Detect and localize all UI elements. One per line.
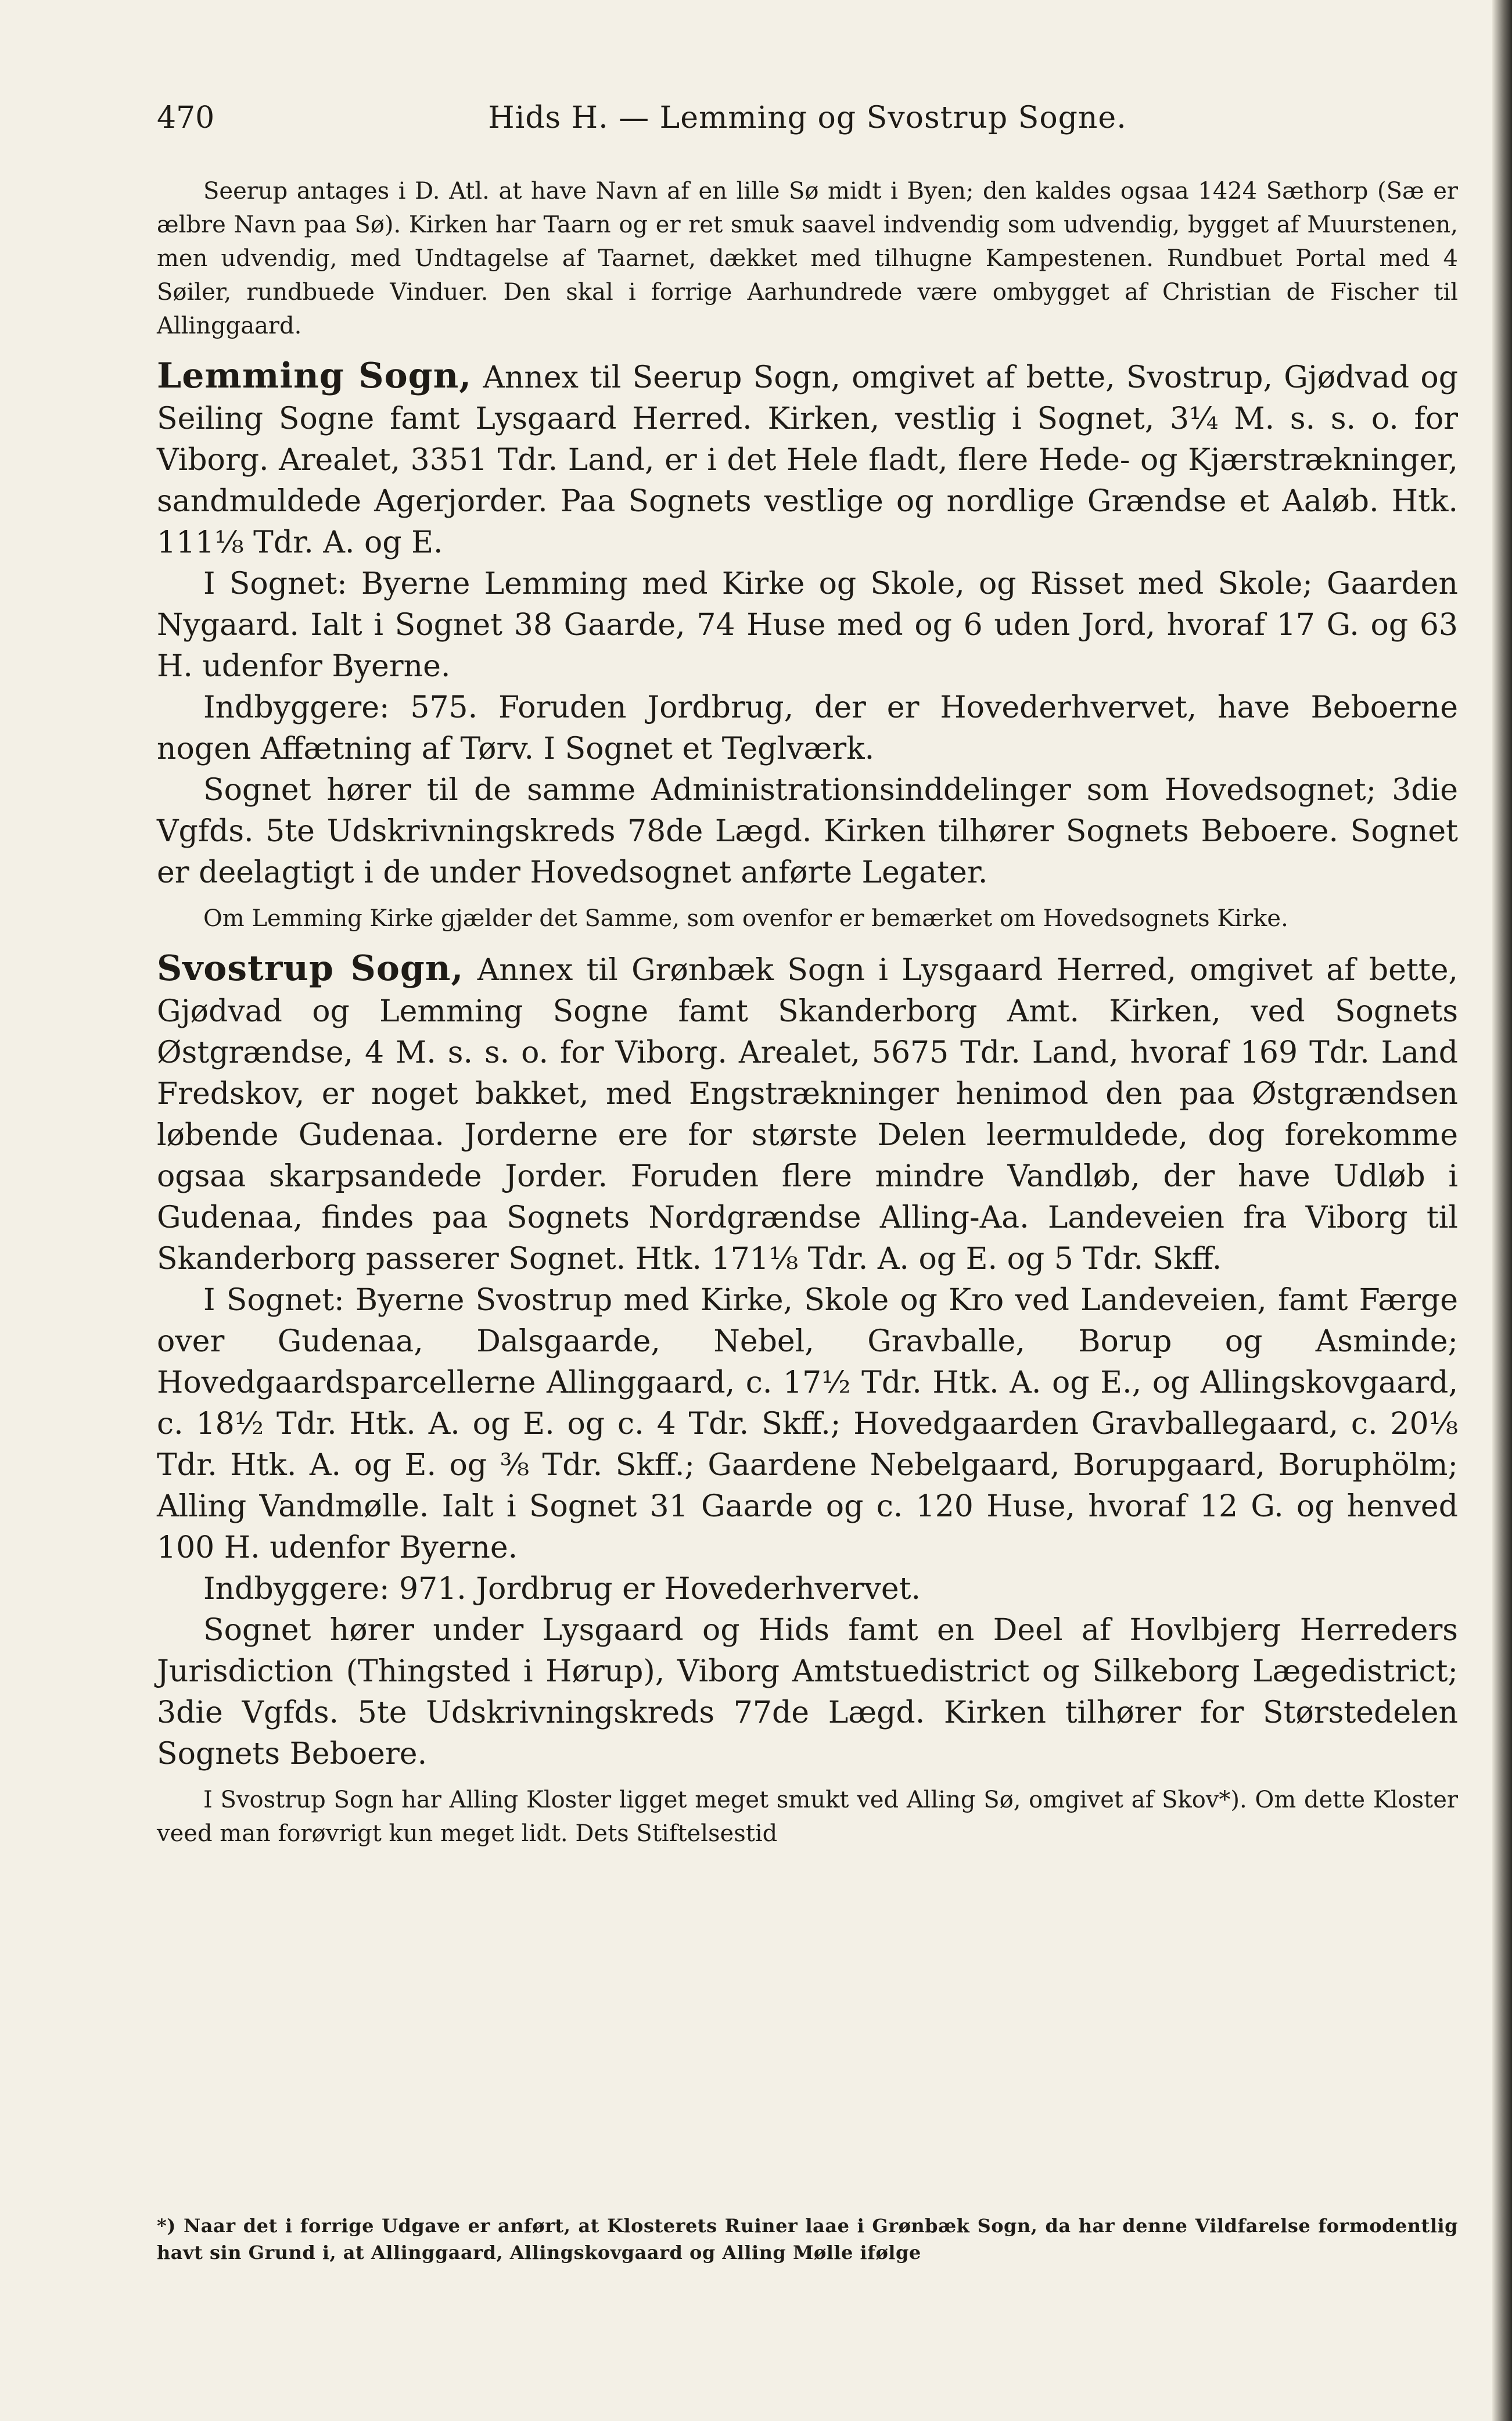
running-title: Hids H. — Lemming og Svostrup Sogne. xyxy=(488,101,1127,135)
page-body xyxy=(157,174,1458,1850)
lemming-intro xyxy=(157,356,1458,564)
svostrup-p2: I Sognet: Byerne Svostrup med Kirke, Skole og Kro ved Landeveien, famt Færge over Gudenaa, Dalsgaarde, Nebel, Gravballe, Borup og Asminde; Hovedgaardsparcellerne Allinggaard, c. 17½ Tdr. Htk. A. og E., og Allingskovgaard, c. 18½ Tdr. Htk. A. og E. og c. 4 Tdr. Skff.; Hovedgaarden Gravballegaard, c. 20⅛ Tdr. Htk. A. og E. og ⅜ Tdr. Skff.; Gaardene Nebelgaard, Borupgaard, Boruphölm; Alling Vandmølle. Ialt i Sognet 31 Gaarde og c. 120 Huse, hvoraf 12 G. og henved 100 H. udenfor Byerne. xyxy=(157,1283,1458,1565)
svostrup-note: I Svostrup Sogn har Alling Kloster ligget meget smukt ved Alling Sø, omgivet af Skov*). Om dette Kloster veed man forøvrigt kun meget lidt. Dets Stiftelsestid xyxy=(157,1787,1458,1847)
lemming-note: Om Lemming Kirke gjælder det Samme, som ovenfor er bemærket om Hovedsognets Kirke. xyxy=(203,905,1288,932)
svostrup-p1: Annex til Grønbæk Sogn i Lysgaard Herred, omgivet af bette, Gjødvad og Lemming Sogne famt Skanderborg Amt. Kirken, ved Sognets Østgrændse, 4 M. s. s. o. for Viborg. Arealet, 5675 Tdr. Land, hvoraf 169 Tdr. Land Fredskov, er noget bakket, med Engstrækninger henimod den paa Østgrændsen løbende Gudenaa. Jorderne ere for største Delen leermuldede, dog forekomme ogsaa skarpsandede Jorder. Foruden flere mindre Vandløb, der have Udløb i Gudenaa, findes paa Sognets Nordgrændse Alling-Aa. Landeveien fra Viborg til Skanderborg passerer Sognet. Htk. 171⅛ Tdr. A. og E. og 5 Tdr. Skff. xyxy=(157,953,1458,1276)
page-header xyxy=(157,98,1458,138)
footnote: *) Naar det i forrige Udgave er anført, at Klosterets Ruiner laae i Grønbæk Sogn, da har denne Vildfarelse formodentlig havt sin Grund i, at Allinggaard, Allingskovgaard og Alling Mølle ifølge xyxy=(157,2215,1458,2264)
svostrup-p3: Indbyggere: 971. Jordbrug er Hovederhvervet. xyxy=(203,1572,921,1606)
lemming-p1: Annex til Seerup Sogn, omgivet af bette, Svostrup, Gjødvad og Seiling Sogne famt Lysgaard Herred. Kirken, vestlig i Sognet, 3¼ M. s. s. o. for Viborg. Arealet, 3351 Tdr. Land, er i det Hele fladt, flere Hede- og Kjærstrækninger, sandmuldede Agerjorder. Paa Sognets vestlige og nordlige Grændse et Aaløb. Htk. 111⅛ Tdr. A. og E. xyxy=(157,360,1458,560)
svostrup-heading: Svostrup Sogn, xyxy=(157,948,464,989)
lemming-heading: Lemming Sogn, xyxy=(157,356,472,396)
seerup-continuation: Seerup antages i D. Atl. at have Navn af en lille Sø midt i Byen; den kaldes ogsaa 1424 Sæthorp (Sæ er ælbre Navn paa Sø). Kirken har Taarn og er ret smuk saavel indvendig som udvendig, bygget af Muurstenen, men udvendig, med Undtagelse af Taarnet, dækket med tilhugne Kampestenen. Rundbuet Portal med 4 Søiler, rundbuede Vinduer. Den skal i forrige Aarhundrede være ombygget af Christian de Fischer til Allinggaard. xyxy=(157,178,1458,339)
lemming-p3: Indbyggere: 575. Foruden Jordbrug, der er Hovederhvervet, have Beboerne nogen Affætning af Tørv. I Sognet et Teglværk. xyxy=(157,690,1458,766)
lemming-p4: Sognet hører til de samme Administrationsinddelinger som Hovedsognet; 3die Vgfds. 5te Udskrivningskreds 78de Lægd. Kirken tilhører Sognets Beboere. Sognet er deelagtigt i de under Hovedsognet anførte Legater. xyxy=(157,773,1458,890)
lemming-p2: I Sognet: Byerne Lemming med Kirke og Skole, og Risset med Skole; Gaarden Nygaard. Ialt i Sognet 38 Gaarde, 74 Huse med og 6 uden Jord, hvoraf 17 G. og 63 H. udenfor Byerne. xyxy=(157,566,1458,684)
page-edge-shadow xyxy=(1492,0,1512,2421)
svostrup-p4: Sognet hører under Lysgaard og Hids famt en Deel af Hovlbjerg Herreders Jurisdiction (Thingsted i Hørup), Viborg Amtstuedistrict og Silkeborg Lægedistrict; 3die Vgfds. 5te Udskrivningskreds 77de Lægd. Kirken tilhører for Størstedelen Sognets Beboere. xyxy=(157,1613,1458,1771)
page-number: 470 xyxy=(157,101,215,135)
svostrup-intro xyxy=(157,948,1458,1280)
